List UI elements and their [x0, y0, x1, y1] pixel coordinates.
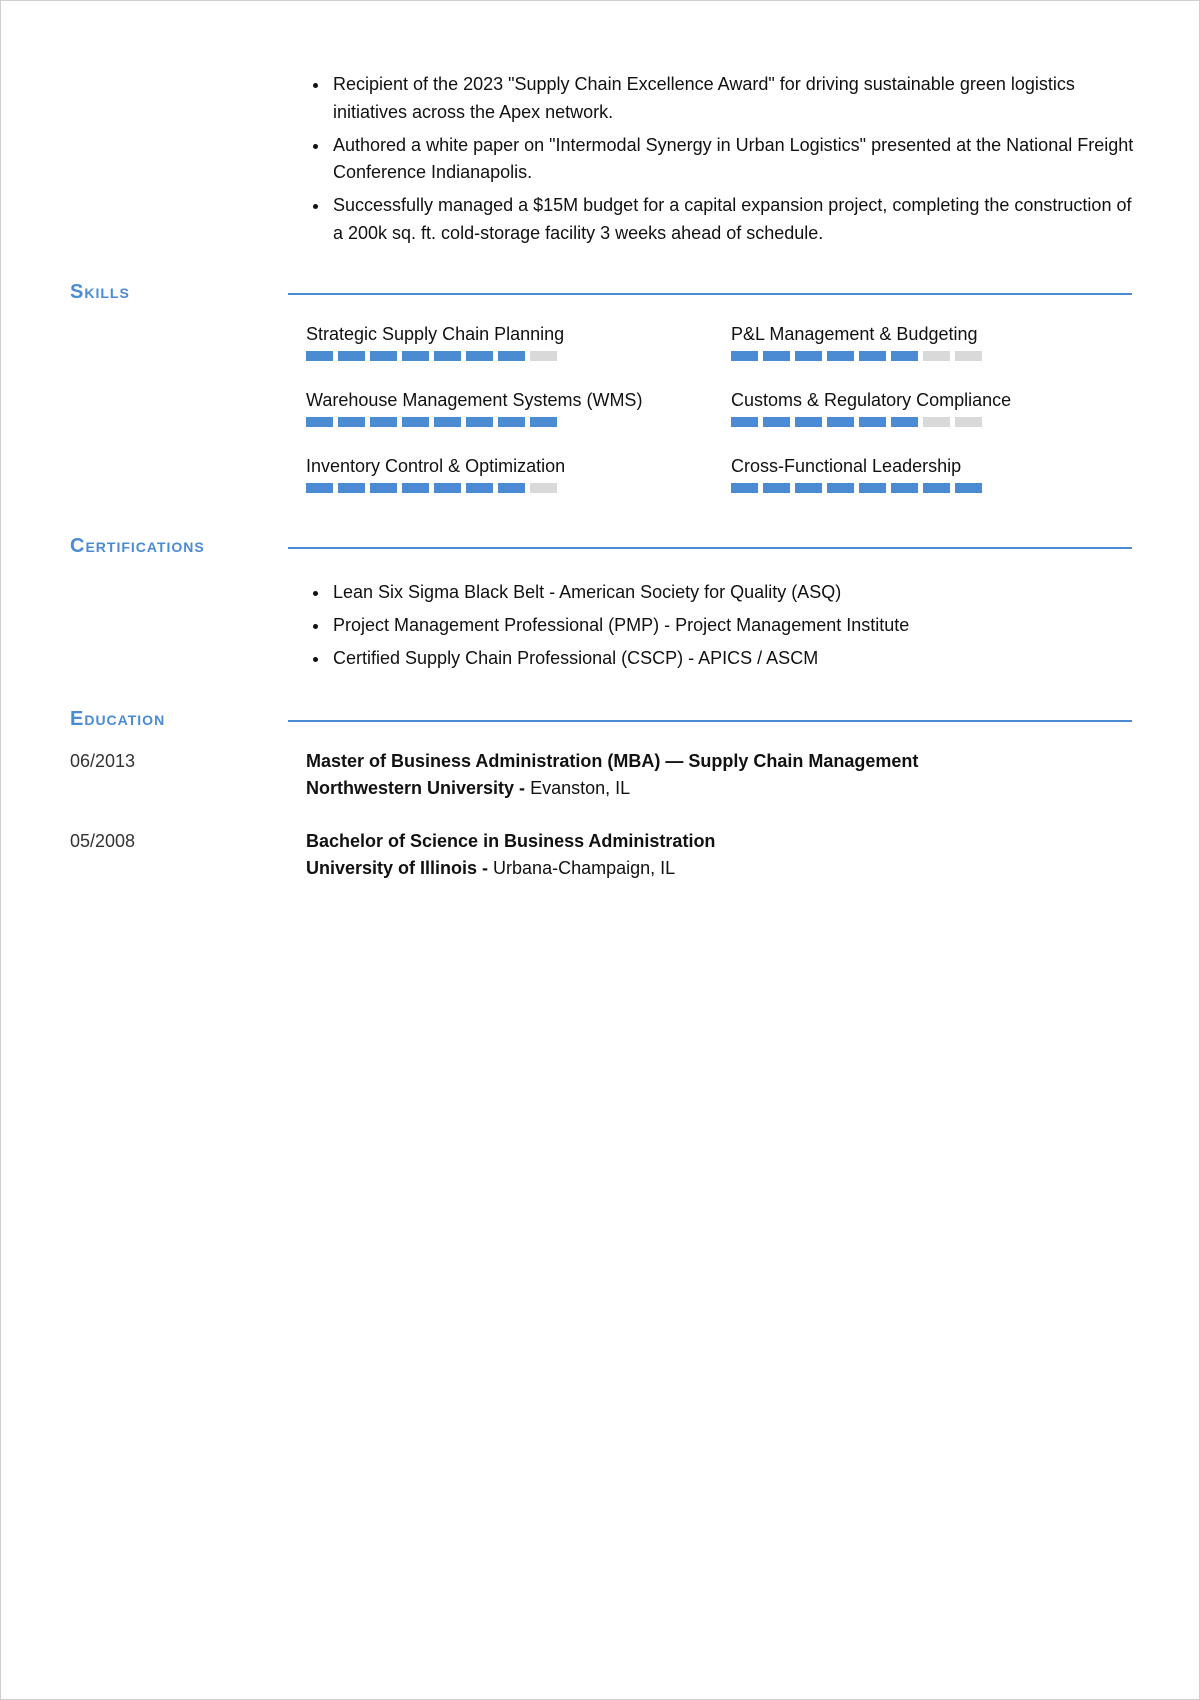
skill-level-filled — [370, 483, 397, 493]
school-location: Evanston, IL — [530, 778, 631, 798]
school-location: Urbana-Champaign, IL — [493, 858, 676, 878]
skill-meter — [306, 483, 726, 493]
skill-level-filled — [763, 417, 790, 427]
education-heading: Education — [70, 708, 166, 730]
skill-meter — [731, 351, 1151, 361]
skill-level-empty — [955, 417, 982, 427]
skill-level-filled — [466, 351, 493, 361]
skill-item — [306, 387, 726, 427]
skill-level-filled — [891, 483, 918, 493]
skill-level-filled — [827, 351, 854, 361]
skill-level-filled — [306, 483, 333, 493]
education-entry — [306, 748, 918, 802]
skill-level-empty — [923, 417, 950, 427]
skill-level-filled — [955, 483, 982, 493]
skill-level-filled — [923, 483, 950, 493]
skill-level-filled — [891, 351, 918, 361]
skill-name: Customs & Regulatory Compliance — [731, 390, 1012, 410]
skill-level-filled — [731, 417, 758, 427]
skill-level-filled — [859, 483, 886, 493]
skill-level-filled — [370, 351, 397, 361]
education-divider — [288, 720, 1132, 722]
skill-level-filled — [338, 483, 365, 493]
skill-level-filled — [530, 417, 557, 427]
certifications-list — [308, 579, 909, 678]
skill-level-filled — [434, 483, 461, 493]
skill-level-filled — [338, 351, 365, 361]
skill-level-empty — [530, 351, 557, 361]
certification-item: • Certified Supply Chain Professional (CSCP) - APICS / ASCM — [330, 645, 909, 672]
school-name: University of Illinois - — [306, 858, 489, 878]
skill-level-empty — [923, 351, 950, 361]
skill-level-filled — [763, 483, 790, 493]
achievement-item: • Successfully managed a $15M budget for a capital expansion project, completing the construction of a 200k sq. ft. cold-storage facility 3 weeks ahead of schedule. — [330, 192, 1142, 247]
skill-level-filled — [795, 483, 822, 493]
skill-meter — [306, 351, 726, 361]
skill-meter — [731, 483, 1151, 493]
education-date: 06/2013 — [70, 751, 136, 771]
skill-level-filled — [402, 483, 429, 493]
skill-level-filled — [498, 351, 525, 361]
skill-level-filled — [763, 351, 790, 361]
skill-level-filled — [498, 417, 525, 427]
skill-item — [731, 387, 1151, 427]
skill-level-filled — [795, 351, 822, 361]
skill-item — [306, 321, 726, 361]
skill-level-filled — [731, 351, 758, 361]
skill-level-filled — [859, 351, 886, 361]
skill-level-filled — [891, 417, 918, 427]
education-entry — [306, 828, 715, 882]
skill-level-filled — [731, 483, 758, 493]
skill-level-empty — [955, 351, 982, 361]
skill-level-filled — [402, 417, 429, 427]
skill-level-filled — [402, 351, 429, 361]
skill-name: Strategic Supply Chain Planning — [306, 324, 565, 344]
skill-level-filled — [338, 417, 365, 427]
skill-level-filled — [466, 483, 493, 493]
achievement-item: • Authored a white paper on "Intermodal Synergy in Urban Logistics" presented at the National Freight Conference Indianapolis. — [330, 132, 1142, 187]
skills-divider — [288, 293, 1132, 295]
skill-name: Inventory Control & Optimization — [306, 456, 566, 476]
skill-level-filled — [498, 483, 525, 493]
skill-name: Warehouse Management Systems (WMS) — [306, 390, 643, 410]
skill-level-filled — [795, 417, 822, 427]
school-line — [306, 775, 918, 802]
skill-item — [306, 453, 726, 493]
certifications-heading: Certifications — [70, 535, 205, 557]
skill-level-filled — [859, 417, 886, 427]
skill-level-filled — [827, 483, 854, 493]
skill-level-filled — [306, 417, 333, 427]
skill-item — [731, 453, 1151, 493]
skill-name: P&L Management & Budgeting — [731, 324, 978, 344]
skill-level-filled — [306, 351, 333, 361]
school-name: Northwestern University - — [306, 778, 526, 798]
skill-name: Cross-Functional Leadership — [731, 456, 962, 476]
education-date: 05/2008 — [70, 831, 136, 851]
certification-item: • Project Management Professional (PMP) - Project Management Institute — [330, 612, 909, 639]
achievements-list — [308, 71, 1142, 253]
skill-level-filled — [434, 417, 461, 427]
certifications-divider — [288, 547, 1132, 549]
skill-meter — [731, 417, 1151, 427]
skill-level-filled — [827, 417, 854, 427]
skill-level-empty — [530, 483, 557, 493]
school-line — [306, 855, 715, 882]
skills-heading: Skills — [70, 281, 130, 303]
skill-meter — [306, 417, 726, 427]
certification-item: • Lean Six Sigma Black Belt - American Society for Quality (ASQ) — [330, 579, 909, 606]
skill-level-filled — [466, 417, 493, 427]
skill-item — [731, 321, 1151, 361]
achievement-item: • Recipient of the 2023 "Supply Chain Excellence Award" for driving sustainable green logistics initiatives across the Apex network. — [330, 71, 1142, 126]
degree-title: Master of Business Administration (MBA) — Supply Chain Management — [306, 751, 919, 771]
degree-title: Bachelor of Science in Business Administration — [306, 831, 716, 851]
skill-level-filled — [370, 417, 397, 427]
skill-level-filled — [434, 351, 461, 361]
